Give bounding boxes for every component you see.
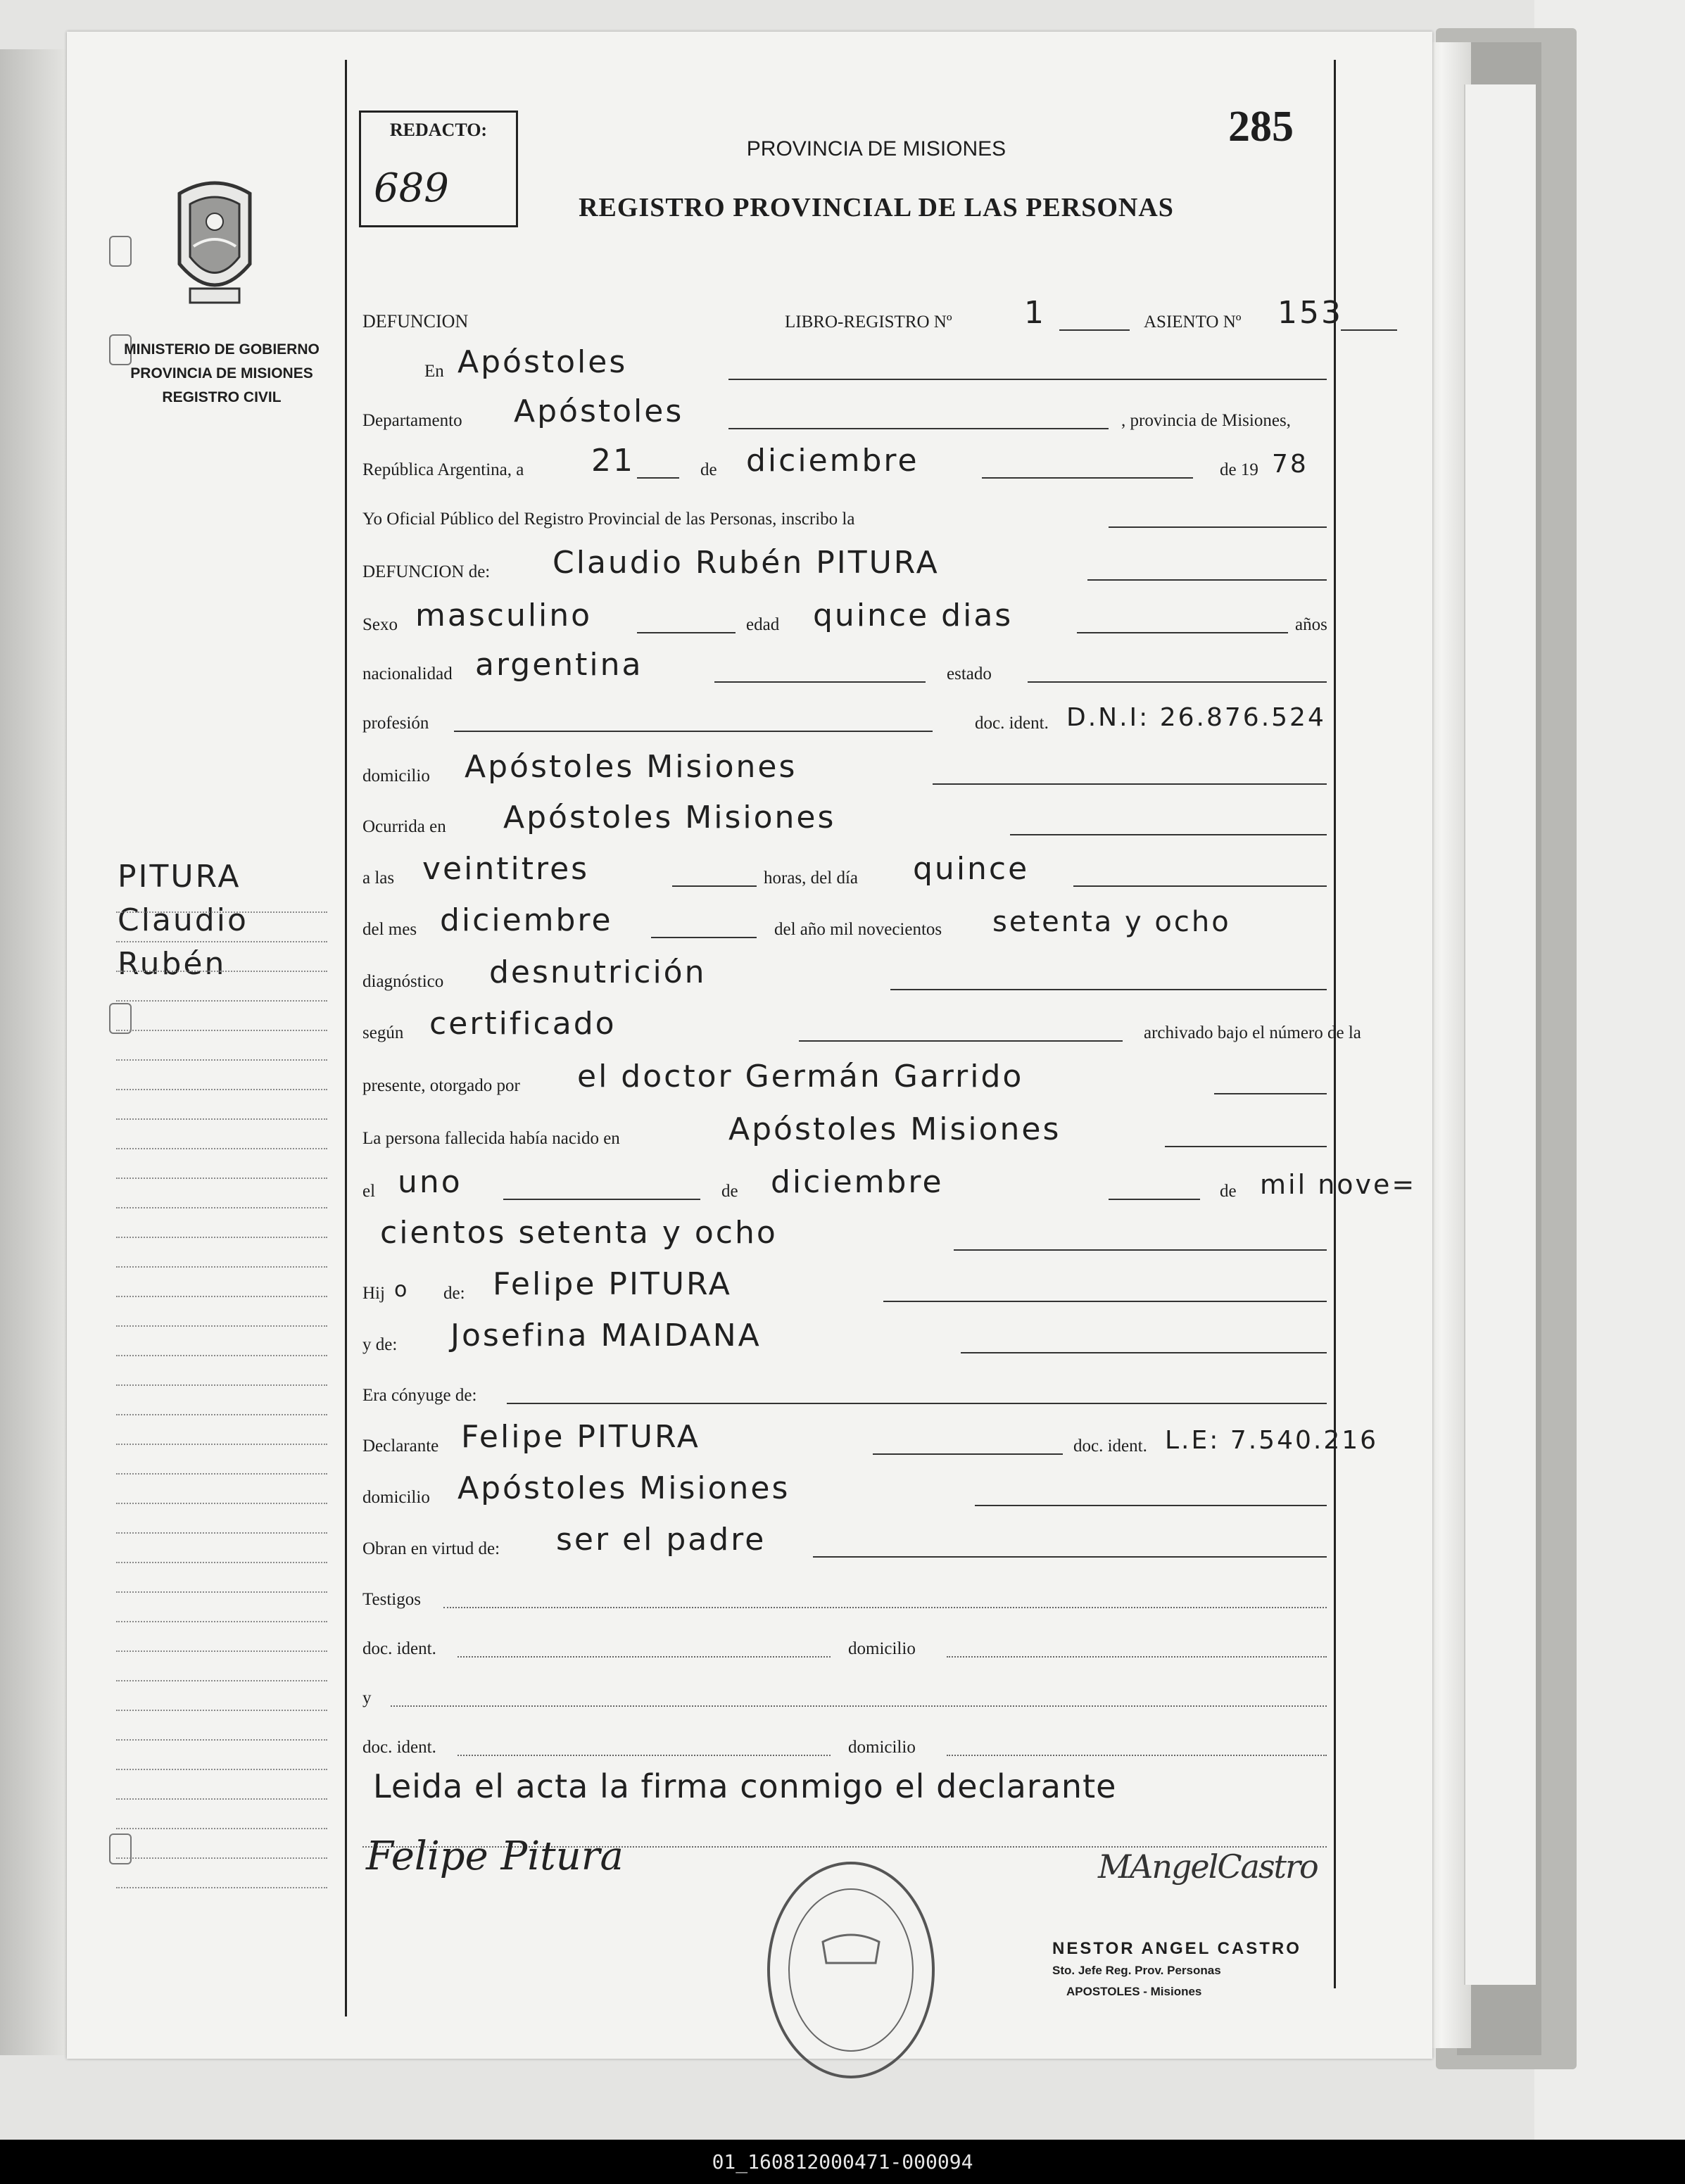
field-line [1165, 1146, 1327, 1147]
dom-t2-label: domicilio [848, 1738, 916, 1757]
anio-nac-value: mil nove= [1260, 1169, 1417, 1200]
ministry-line: PROVINCIA DE MISIONES [130, 365, 313, 381]
nacionalidad-value: argentina [475, 647, 643, 683]
row-domicilio [362, 750, 1552, 792]
doc-ident-value: D.N.I: 26.876.524 [1066, 703, 1326, 732]
field-line [637, 477, 679, 479]
field-line [454, 731, 933, 732]
anos-label: años [1295, 615, 1327, 634]
redacto-value: 689 [374, 165, 449, 211]
field-line [982, 477, 1193, 479]
en-value: Apóstoles [457, 344, 628, 380]
diagnostico-value: desnutrición [489, 954, 707, 990]
horas-label: horas, del día [764, 869, 858, 888]
field-line [961, 1352, 1327, 1353]
row-fecha [362, 443, 1552, 486]
anio-value: 78 [1272, 450, 1308, 479]
stamp-inner-ring [788, 1888, 914, 2052]
row-hora [362, 852, 1552, 894]
ocurrida-value: Apóstoles Misiones [503, 800, 836, 835]
row-yo-oficial [362, 493, 1552, 535]
field-line [947, 1755, 1327, 1756]
profesion-label: profesión [362, 714, 429, 733]
estado-label: estado [947, 664, 992, 683]
row-domicilio2 [362, 1471, 1552, 1513]
field-line [1028, 681, 1327, 683]
row-closing [362, 1767, 1552, 1812]
nacionalidad-label: nacionalidad [362, 664, 453, 683]
segun-label: según [362, 1023, 404, 1042]
row-testigo2 [362, 1721, 1552, 1763]
row-profesion [362, 697, 1552, 739]
official-signature: MAngelCastro [1098, 1848, 1318, 1886]
asiento-label: ASIENTO Nº [1144, 313, 1242, 332]
row-testigo1 [362, 1622, 1552, 1665]
field-line [813, 1556, 1327, 1558]
de2-label: de [721, 1182, 738, 1201]
registry-stamp [767, 1862, 935, 2078]
field-line [391, 1705, 1327, 1707]
departamento-label: Departamento [362, 411, 462, 430]
de19-label: de 19 [1220, 460, 1258, 479]
de3-label: de [1220, 1182, 1237, 1201]
madre-value: Josefina MAIDANA [450, 1318, 762, 1353]
row-presente [362, 1059, 1552, 1102]
margin-rule [345, 60, 347, 2016]
provincia-label: , provincia de Misiones, [1121, 411, 1291, 430]
margin-middle-name: Rubén [118, 946, 227, 982]
field-line [883, 1301, 1327, 1302]
del-anio-label: del año mil novecientos [774, 920, 942, 939]
field-line [975, 1505, 1327, 1506]
margin-column [67, 32, 345, 2059]
mes-nac-value: diciembre [771, 1164, 944, 1200]
field-line [1341, 329, 1397, 331]
presente-label: presente, otorgado por [362, 1076, 520, 1095]
row-diagnostico [362, 955, 1552, 997]
dia-muerte-value: quince [913, 851, 1030, 887]
signature-area [362, 1833, 1559, 2045]
row-mes [362, 903, 1552, 945]
field-line [714, 681, 926, 683]
field-line [507, 1403, 1327, 1404]
official-place: APOSTOLES - Misiones [1066, 1985, 1202, 1998]
hijo-suffix: o [394, 1277, 410, 1302]
domicilio-value: Apóstoles Misiones [465, 749, 797, 785]
row-libro [362, 296, 1552, 338]
margin-ruled-lines [116, 883, 327, 1888]
field-line [933, 783, 1327, 785]
field-line [954, 1249, 1327, 1251]
de-padre-label: de: [443, 1284, 465, 1303]
stamp-crest-icon [819, 1931, 883, 1967]
field-line [947, 1656, 1327, 1658]
libro-label: LIBRO-REGISTRO Nº [785, 313, 952, 332]
field-line [1109, 526, 1327, 528]
footer-bar [0, 2140, 1685, 2184]
row-nacimiento-anio [362, 1216, 1552, 1258]
row-testigos [362, 1573, 1552, 1615]
provincial-crest-icon [169, 172, 260, 313]
departamento-value: Apóstoles [514, 393, 684, 429]
ministry-block [102, 338, 341, 410]
official-name: NESTOR ANGEL CASTRO [1052, 1939, 1301, 1958]
en-label: En [424, 362, 444, 381]
field-line [799, 1040, 1123, 1042]
field-line [457, 1755, 831, 1756]
libro-value: 1 [1024, 295, 1046, 331]
declarante-signature: Felipe Pitura [366, 1833, 624, 1879]
edad-label: edad [746, 615, 780, 634]
field-line [1059, 329, 1130, 331]
field-line [728, 428, 1109, 429]
dia-value: 21 [591, 443, 635, 479]
ministry-line: MINISTERIO DE GOBIERNO [124, 341, 320, 358]
del-mes-label: del mes [362, 920, 417, 939]
defuncion-de-label: DEFUNCION de: [362, 562, 491, 581]
domicilio-label: domicilio [362, 766, 430, 785]
row-declarante [362, 1420, 1552, 1462]
field-line [651, 937, 757, 938]
del-anio-value: setenta y ocho [992, 906, 1231, 938]
ministry-line: REGISTRO CIVIL [162, 389, 282, 405]
archivado-label: archivado bajo el número de la [1144, 1023, 1361, 1042]
registry-heading: REGISTRO PROVINCIAL DE LAS PERSONAS [579, 193, 1174, 222]
page-number: 285 [1228, 103, 1294, 151]
margin-first-name: Claudio [118, 902, 248, 938]
closing-text: Leida el acta la firma conmigo el declarante [373, 1767, 1117, 1805]
conyuge-label: Era cónyuge de: [362, 1386, 477, 1405]
presente-value: el doctor Germán Garrido [577, 1059, 1024, 1094]
row-nacido [362, 1112, 1552, 1154]
field-line [637, 632, 736, 633]
row-obran [362, 1522, 1552, 1565]
left-page [0, 49, 70, 2055]
a-las-label: a las [362, 869, 395, 888]
defuncion-label: DEFUNCION [362, 311, 469, 332]
official-title: Sto. Jefe Reg. Prov. Personas [1052, 1964, 1221, 1977]
register-page [67, 32, 1432, 2059]
el-value: uno [398, 1164, 462, 1200]
yo-oficial-text: Yo Oficial Público del Registro Provincial de las Personas, inscribo la [362, 510, 855, 529]
doc-ident2-value: L.E: 7.540.216 [1165, 1426, 1379, 1455]
del-mes-value: diciembre [440, 902, 613, 938]
row-ocurrida [362, 800, 1552, 842]
row-hijo [362, 1267, 1552, 1309]
field-line [443, 1607, 1327, 1608]
margin-surname: PITURA [118, 859, 241, 895]
field-line [1077, 632, 1288, 633]
row-departamento [362, 394, 1552, 436]
nacido-label: La persona fallecida había nacido en [362, 1129, 620, 1148]
province-heading: PROVINCIA DE MISIONES [746, 137, 1006, 160]
de-label: de [700, 460, 717, 479]
el-label: el [362, 1182, 376, 1201]
y-label: y [362, 1689, 372, 1708]
redacto-label: REDACTO: [389, 120, 488, 140]
row-conyuge [362, 1369, 1552, 1411]
hijo-label: Hij [362, 1284, 385, 1303]
sexo-value: masculino [415, 598, 593, 633]
a-las-value: veintitres [422, 851, 590, 887]
field-line [873, 1453, 1063, 1455]
field-line [672, 885, 757, 887]
sexo-label: Sexo [362, 615, 398, 634]
field-line [1214, 1093, 1327, 1094]
nacido-value: Apóstoles Misiones [728, 1111, 1061, 1147]
mes-value: diciembre [746, 443, 919, 479]
declarante-value: Felipe PITURA [461, 1419, 700, 1455]
diagnostico-label: diagnóstico [362, 972, 444, 991]
row-y [362, 1672, 1552, 1714]
field-line [1109, 1199, 1200, 1200]
defuncion-de-value: Claudio Rubén PITURA [553, 545, 940, 581]
field-line [1087, 579, 1327, 581]
obran-value: ser el padre [556, 1522, 766, 1558]
row-sexo [362, 598, 1552, 640]
doc-ident2-label: doc. ident. [1073, 1437, 1147, 1456]
domicilio2-value: Apóstoles Misiones [457, 1470, 790, 1506]
asiento-value: 153 [1277, 295, 1343, 331]
field-line [1073, 885, 1327, 887]
padre-value: Felipe PITURA [493, 1266, 732, 1302]
row-nacionalidad [362, 648, 1552, 690]
doc-ident-label: doc. ident. [975, 714, 1049, 733]
field-line [503, 1199, 700, 1200]
testigos-label: Testigos [362, 1590, 421, 1609]
row-madre [362, 1318, 1552, 1361]
image-identifier: 01_160812000471-000094 [712, 2150, 973, 2173]
row-nacimiento-fecha [362, 1165, 1552, 1207]
redacto-box [359, 111, 518, 227]
ocurrida-label: Ocurrida en [362, 817, 446, 836]
y-de-label: y de: [362, 1335, 398, 1354]
segun-value: certificado [429, 1006, 617, 1042]
field-line [457, 1656, 831, 1658]
edad-value: quince dias [813, 598, 1014, 633]
republica-label: República Argentina, a [362, 460, 524, 479]
row-en [362, 345, 1552, 387]
field-line [728, 379, 1327, 380]
field-line [1010, 834, 1327, 835]
row-defuncion-de [362, 545, 1552, 588]
obran-label: Obran en virtud de: [362, 1539, 500, 1558]
field-line [890, 989, 1327, 990]
domicilio2-label: domicilio [362, 1488, 430, 1507]
dom-t1-label: domicilio [848, 1639, 916, 1658]
row-segun [362, 1006, 1552, 1049]
doc-t2-label: doc. ident. [362, 1738, 436, 1757]
anio-nac-cont: cientos setenta y ocho [380, 1215, 778, 1251]
doc-t1-label: doc. ident. [362, 1639, 436, 1658]
declarante-label: Declarante [362, 1437, 439, 1456]
